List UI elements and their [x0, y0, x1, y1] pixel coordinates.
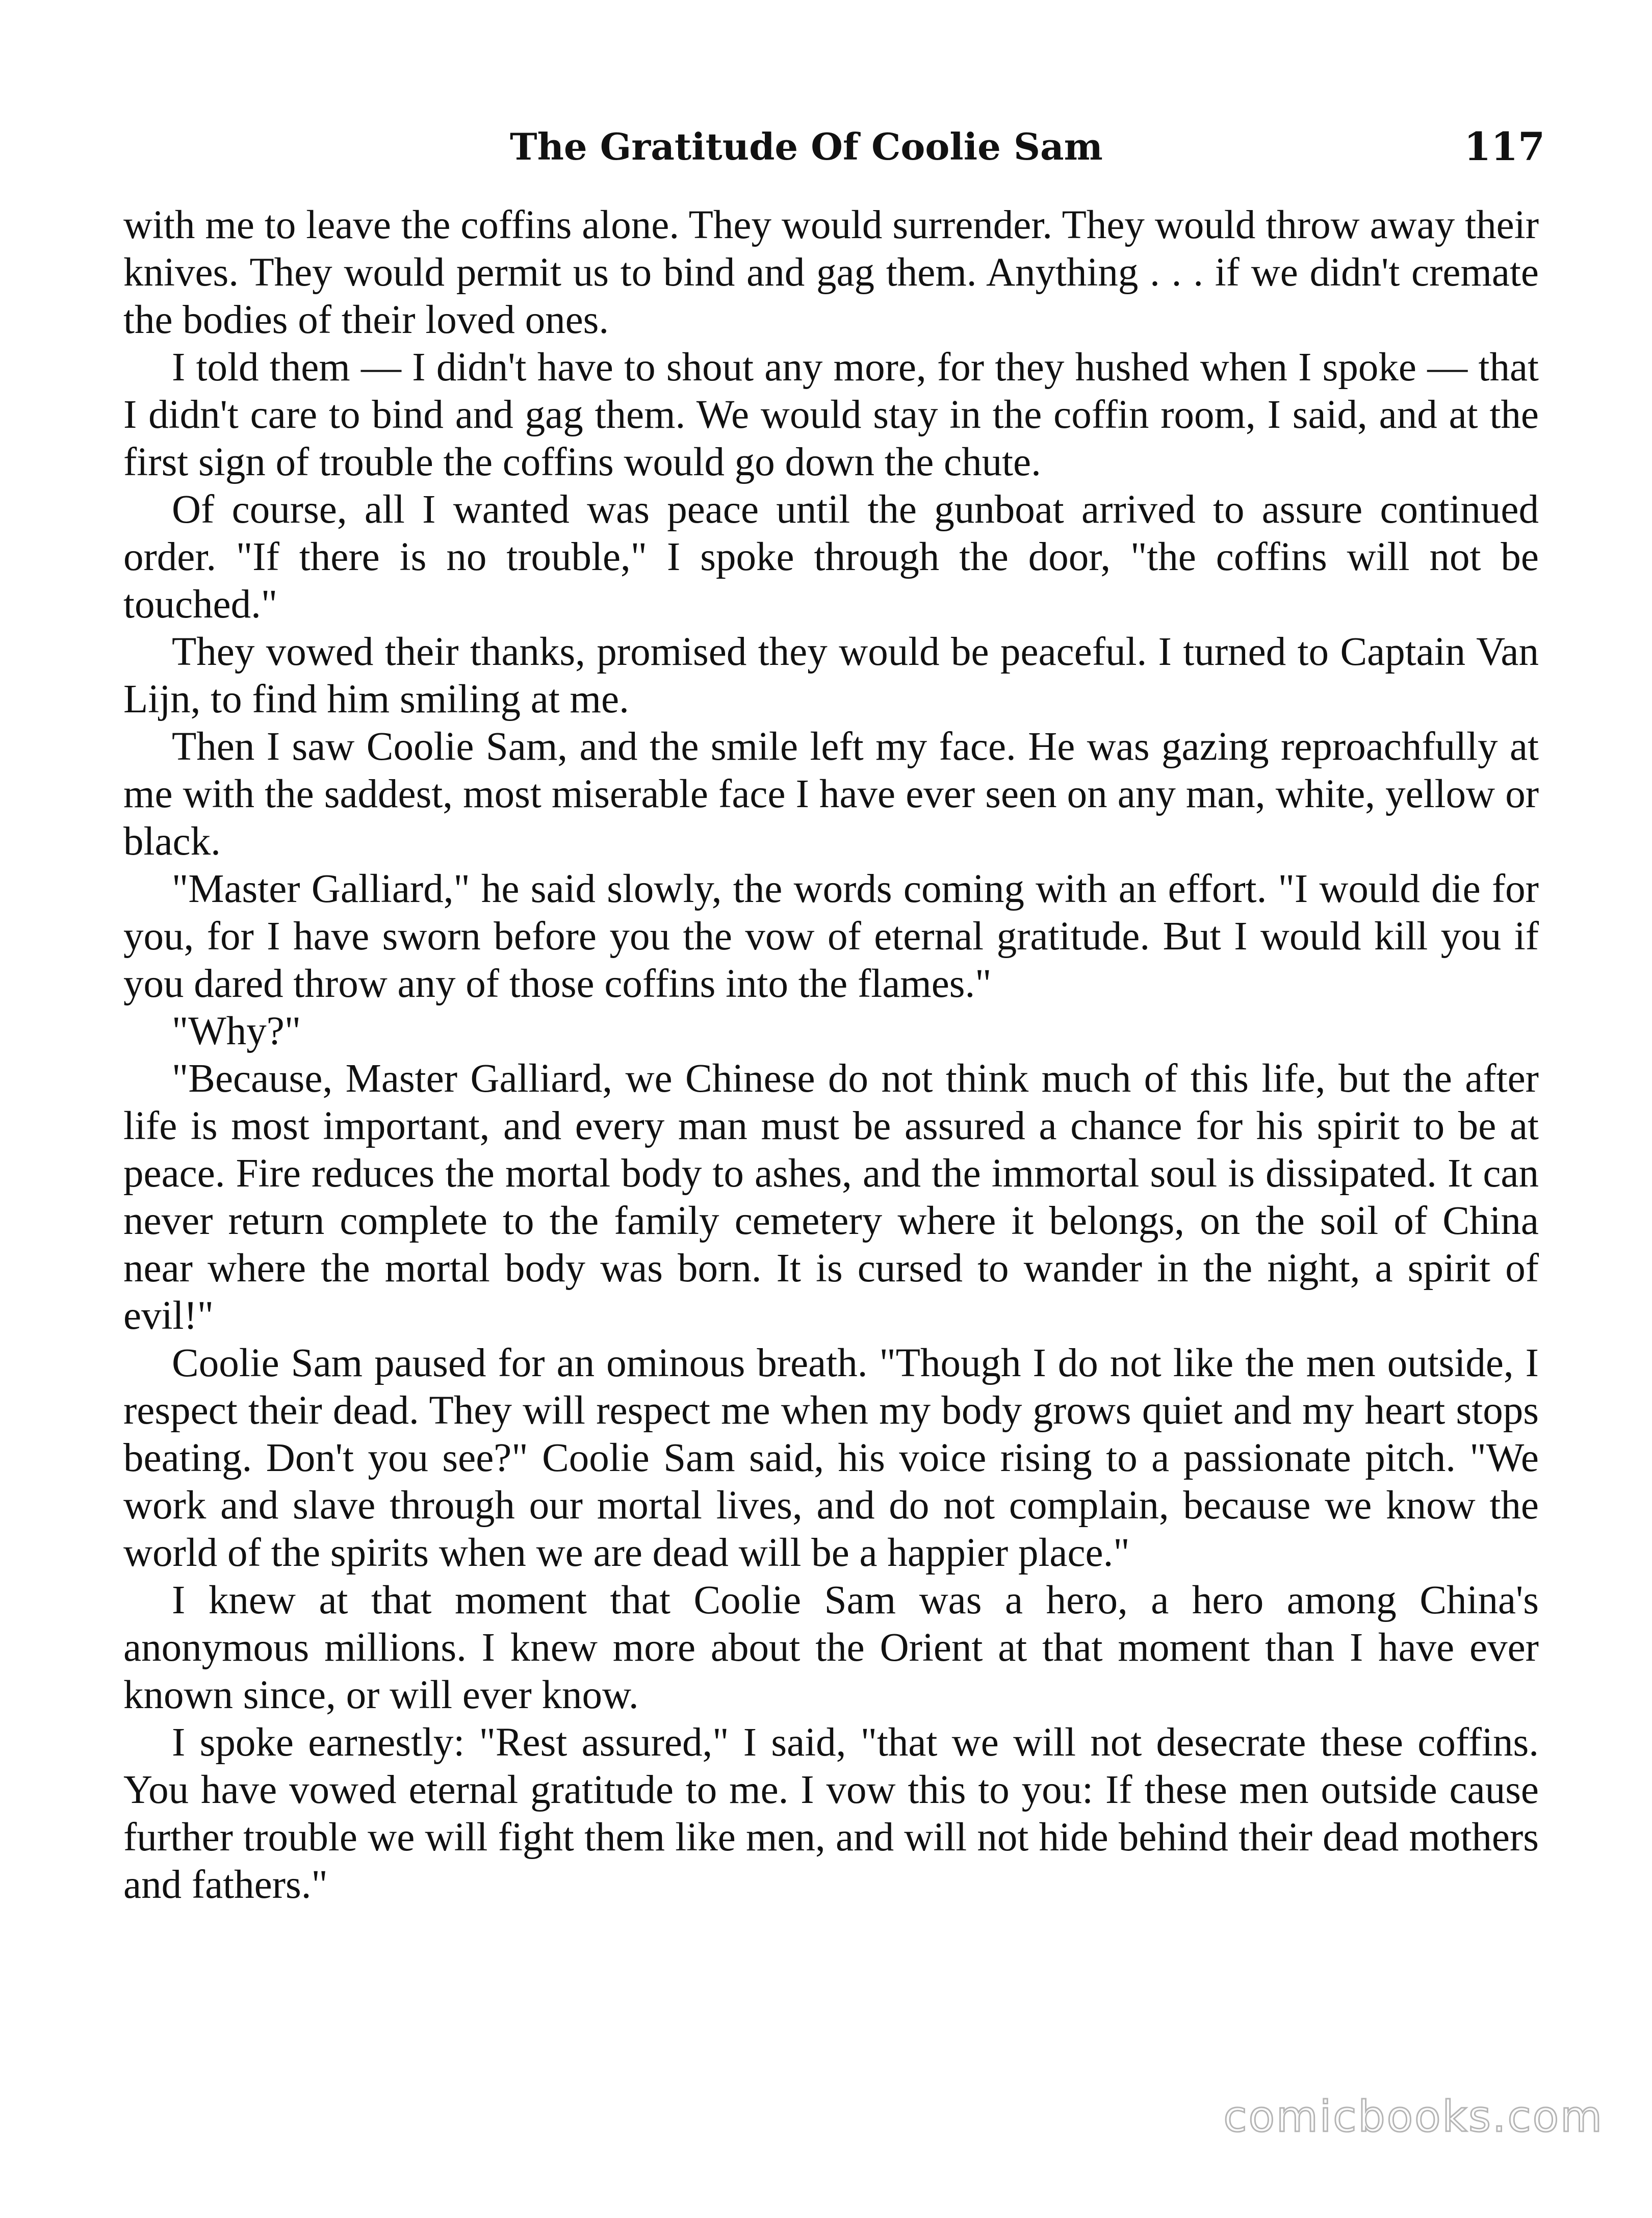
paragraph: "Master Galliard," he said slowly, the words coming with an effort. "I would die for you, for I have sworn before you the vow of eternal gratitude. But I would kill you if you dared throw any of those coffins into the flames.": [123, 867, 1539, 1006]
paragraph: Coolie Sam paused for an ominous breath. "Though I do not like the men outside, I respect their dead. They will respect me when my body grows quiet and my heart stops beating. Don't you see?" Coolie Sam said, his voice rising to a passionate pitch. "We work and slave through our mortal lives, and do not complain, because we know the world of the spirits when we are dead will be a happier place.": [123, 1341, 1539, 1575]
body-text: [123, 201, 1539, 1908]
paragraph: I spoke earnestly: "Rest assured," I said, "that we will not desecrate these coffins. You have vowed eternal gratitude to me. I vow this to you: If these men outside cause further trouble we will fight them like men, and will not hide behind their dead mothers and fathers.": [123, 1720, 1539, 1907]
paragraph: I told them — I didn't have to shout any more, for they hushed when I spoke — that I didn't care to bind and gag them. We would stay in the coffin room, I said, and at the first sign of trouble the coffins would go down the chute.: [123, 345, 1539, 484]
paragraph: They vowed their thanks, promised they would be peaceful. I turned to Captain Van Lijn, to find him smiling at me.: [123, 630, 1539, 721]
watermark: comicbooks.com: [1223, 2092, 1604, 2142]
paragraph: "Why?": [172, 1009, 301, 1053]
running-head-title: The Gratitude Of Coolie Sam: [510, 125, 1103, 168]
paragraph: "Because, Master Galliard, we Chinese do not think much of this life, but the after life is most important, and every man must be assured a chance for his spirit to be at peace. Fire reduces the mortal body to ashes, and the immortal soul is dissipated. It can never return complete to the family cemetery where it belongs, on the soil of China near where the mortal body was born. It is cursed to wander in the night, a spirit of evil!": [123, 1056, 1539, 1338]
paragraph: Of course, all I wanted was peace until the gunboat arrived to assure continued order. "If there is no trouble," I spoke through the door, "the coffins will not be touched.": [123, 487, 1539, 627]
paragraph: I knew at that moment that Coolie Sam was a hero, a hero among China's anonymous millions. I knew more about the Orient at that moment than I have ever known since, or will ever know.: [123, 1578, 1539, 1717]
page-number: 117: [1464, 124, 1545, 169]
paragraph: with me to leave the coffins alone. They would surrender. They would throw away their knives. They would permit us to bind and gag them. Anything . . . if we didn't cremate the bodies of their loved ones.: [123, 203, 1539, 342]
paragraph: Then I saw Coolie Sam, and the smile left my face. He was gazing reproachfully at me with the saddest, most miserable face I have ever seen on any man, white, yellow or black.: [123, 725, 1539, 864]
